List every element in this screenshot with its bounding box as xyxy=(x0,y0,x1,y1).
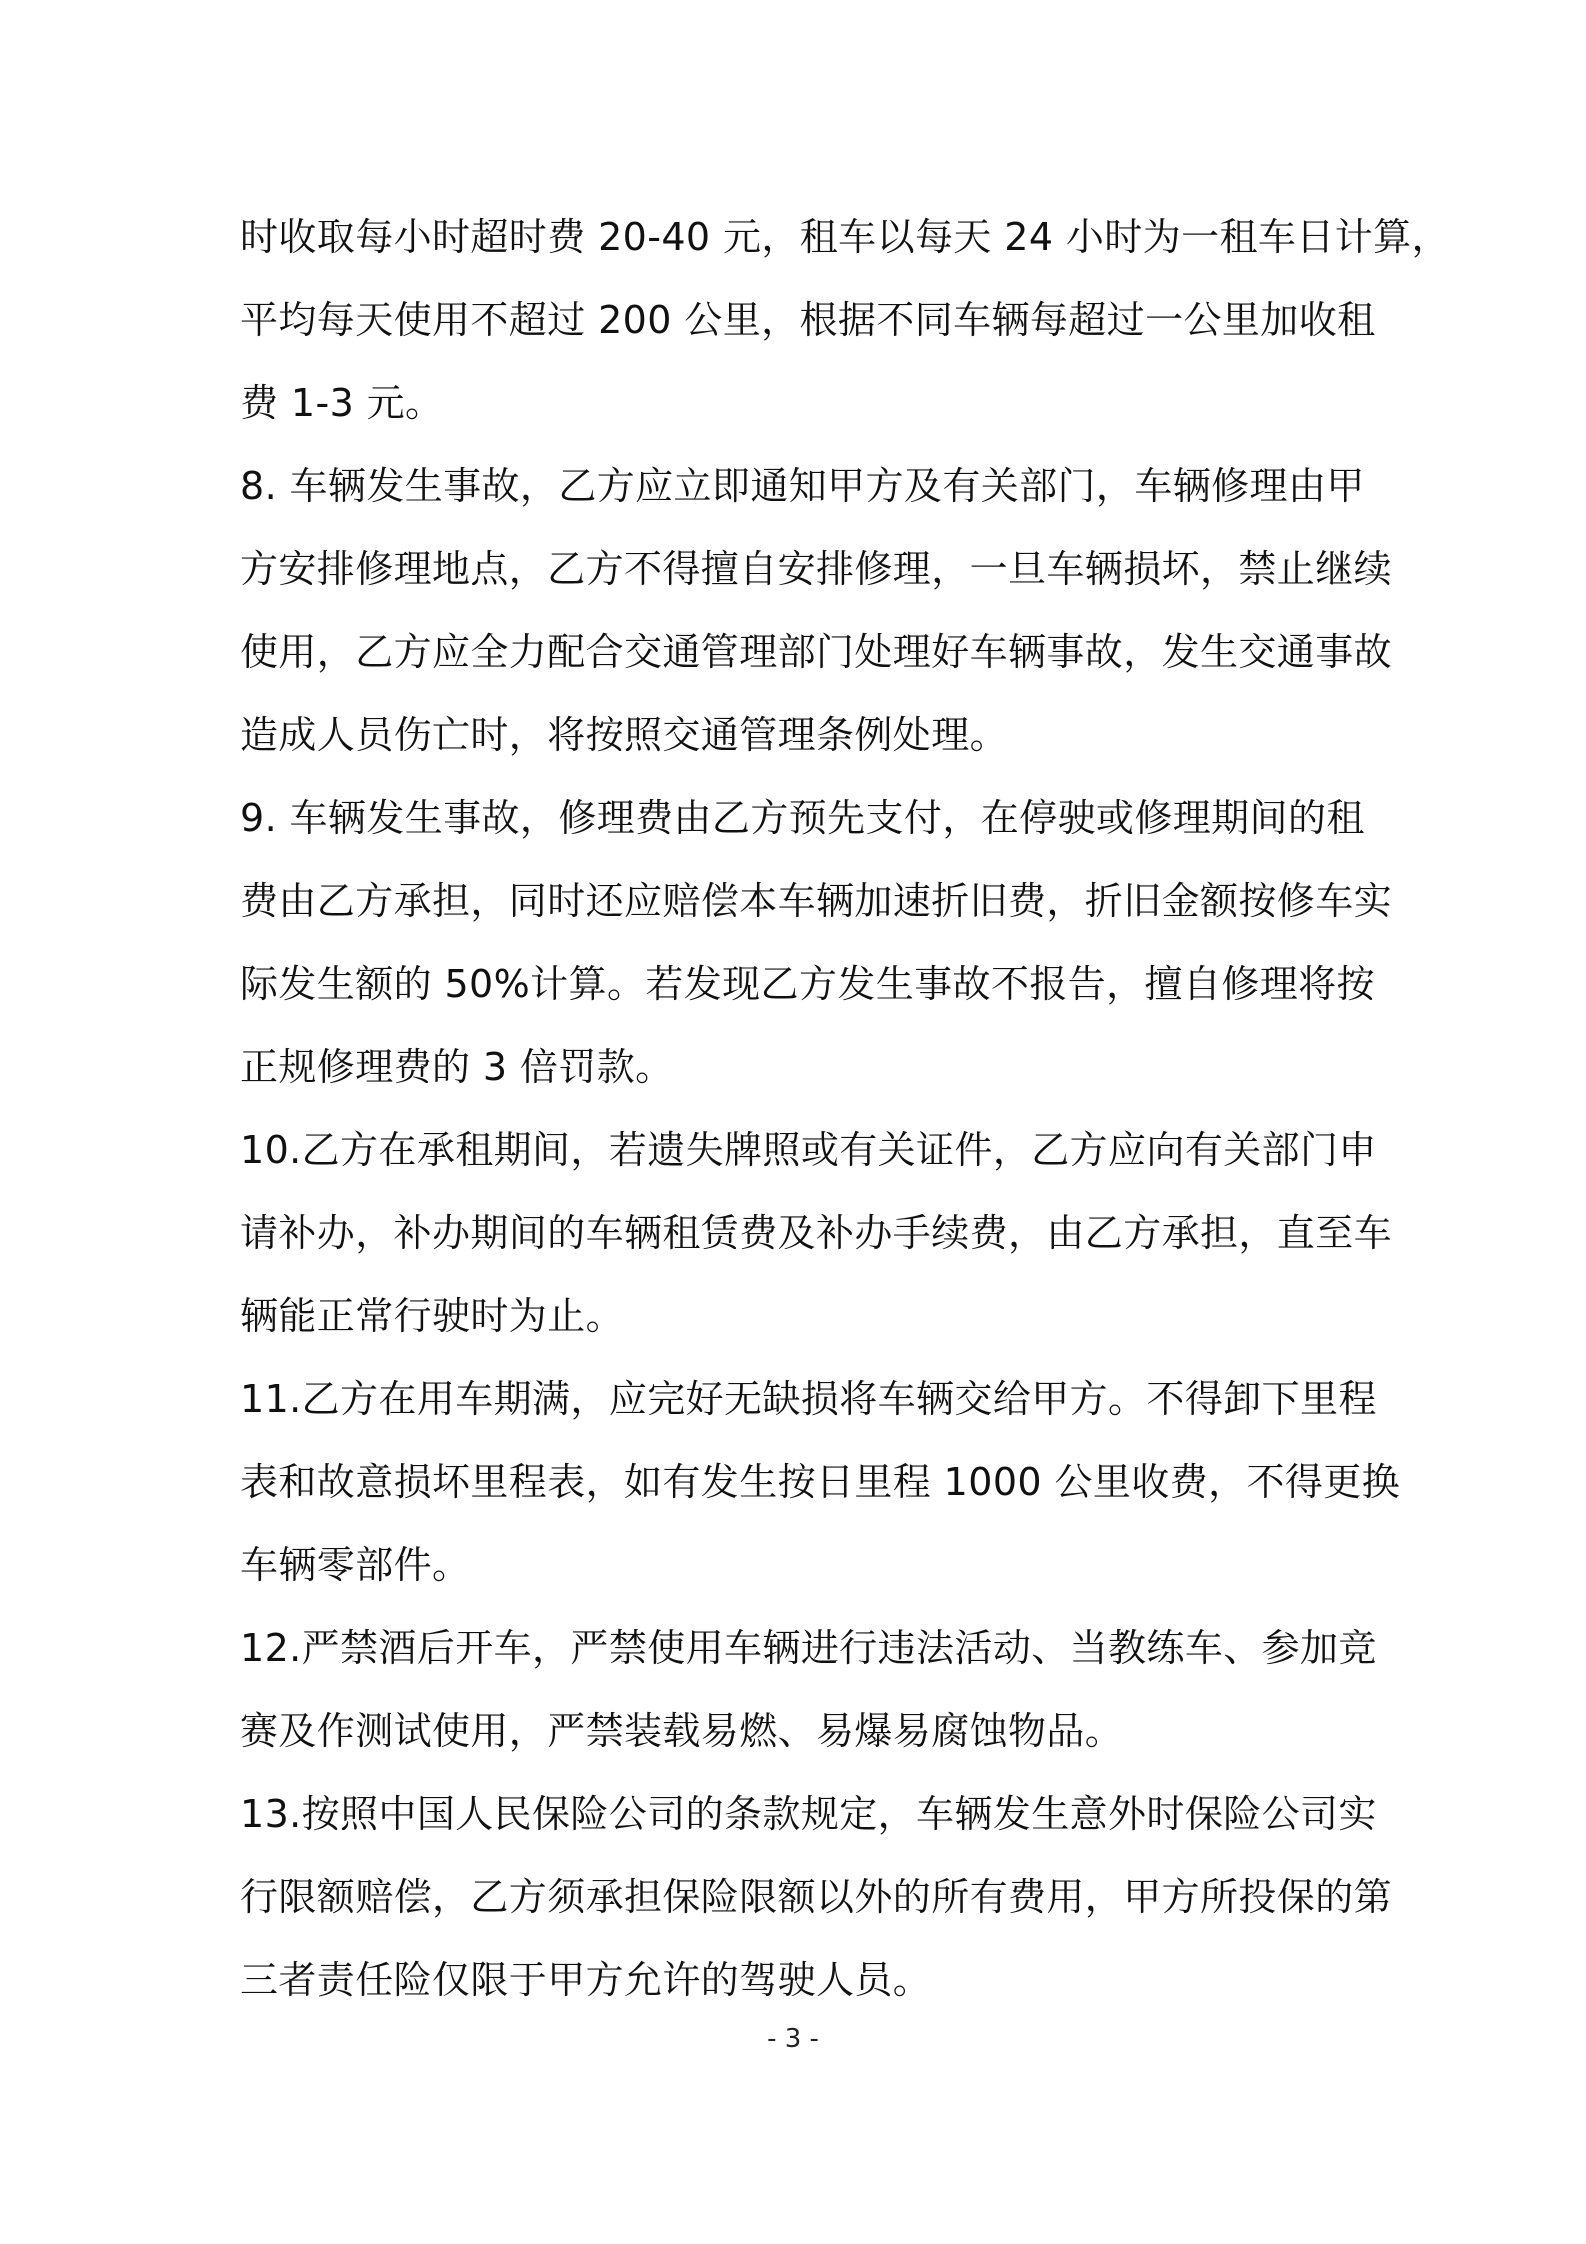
text-line: 请补办，补办期间的车辆租赁费及补办手续费，由乙方承担，直至车 xyxy=(240,1211,1393,1255)
text-line: 9. 车辆发生事故，修理费由乙方预先支付，在停驶或修理期间的租 xyxy=(240,796,1365,840)
text-line: 造成人员伤亡时，将按照交通管理条例处理。 xyxy=(240,713,1009,757)
text-line: 费由乙方承担，同时还应赔偿本车辆加速折旧费，折旧金额按修车实 xyxy=(240,879,1393,923)
text-line: 行限额赔偿，乙方须承担保险限额以外的所有费用，甲方所投保的第 xyxy=(240,1875,1393,1919)
text-line: 辆能正常行驶时为止。 xyxy=(240,1294,625,1338)
text-line: 表和故意损坏里程表，如有发生按日里程 1000 公里收费，不得更换 xyxy=(240,1460,1401,1504)
page-number: - 3 - xyxy=(767,2024,819,2054)
text-line: 方安排修理地点，乙方不得擅自安排修理，一旦车辆损坏，禁止继续 xyxy=(240,547,1393,591)
text-line: 13.按照中国人民保险公司的条款规定，车辆发生意外时保险公司实 xyxy=(240,1792,1377,1836)
text-line: 10.乙方在承租期间，若遗失牌照或有关证件，乙方应向有关部门申 xyxy=(240,1128,1377,1172)
document-body xyxy=(240,196,1450,2022)
text-line: 际发生额的 50%计算。若发现乙方发生事故不报告，擅自修理将按 xyxy=(240,962,1375,1006)
text-line: 平均每天使用不超过 200 公里，根据不同车辆每超过一公里加收租 xyxy=(240,298,1376,342)
text-line: 8. 车辆发生事故，乙方应立即通知甲方及有关部门，车辆修理由甲 xyxy=(240,464,1365,508)
text-line: 车辆零部件。 xyxy=(240,1543,471,1587)
text-line: 12.严禁酒后开车，严禁使用车辆进行违法活动、当教练车、参加竞 xyxy=(240,1626,1377,1670)
text-line: 11.乙方在用车期满，应完好无缺损将车辆交给甲方。不得卸下里程 xyxy=(240,1377,1377,1421)
text-line: 使用，乙方应全力配合交通管理部门处理好车辆事故，发生交通事故 xyxy=(240,630,1393,674)
text-line: 费 1-3 元。 xyxy=(240,381,444,425)
text-line: 时收取每小时超时费 20-40 元，租车以每天 24 小时为一租车日计算， xyxy=(240,215,1450,259)
text-line: 正规修理费的 3 倍罚款。 xyxy=(240,1045,674,1089)
text-line: 三者责任险仅限于甲方允许的驾驶人员。 xyxy=(240,1958,932,2002)
text-line: 赛及作测试使用，严禁装载易燃、易爆易腐蚀物品。 xyxy=(240,1709,1124,1753)
